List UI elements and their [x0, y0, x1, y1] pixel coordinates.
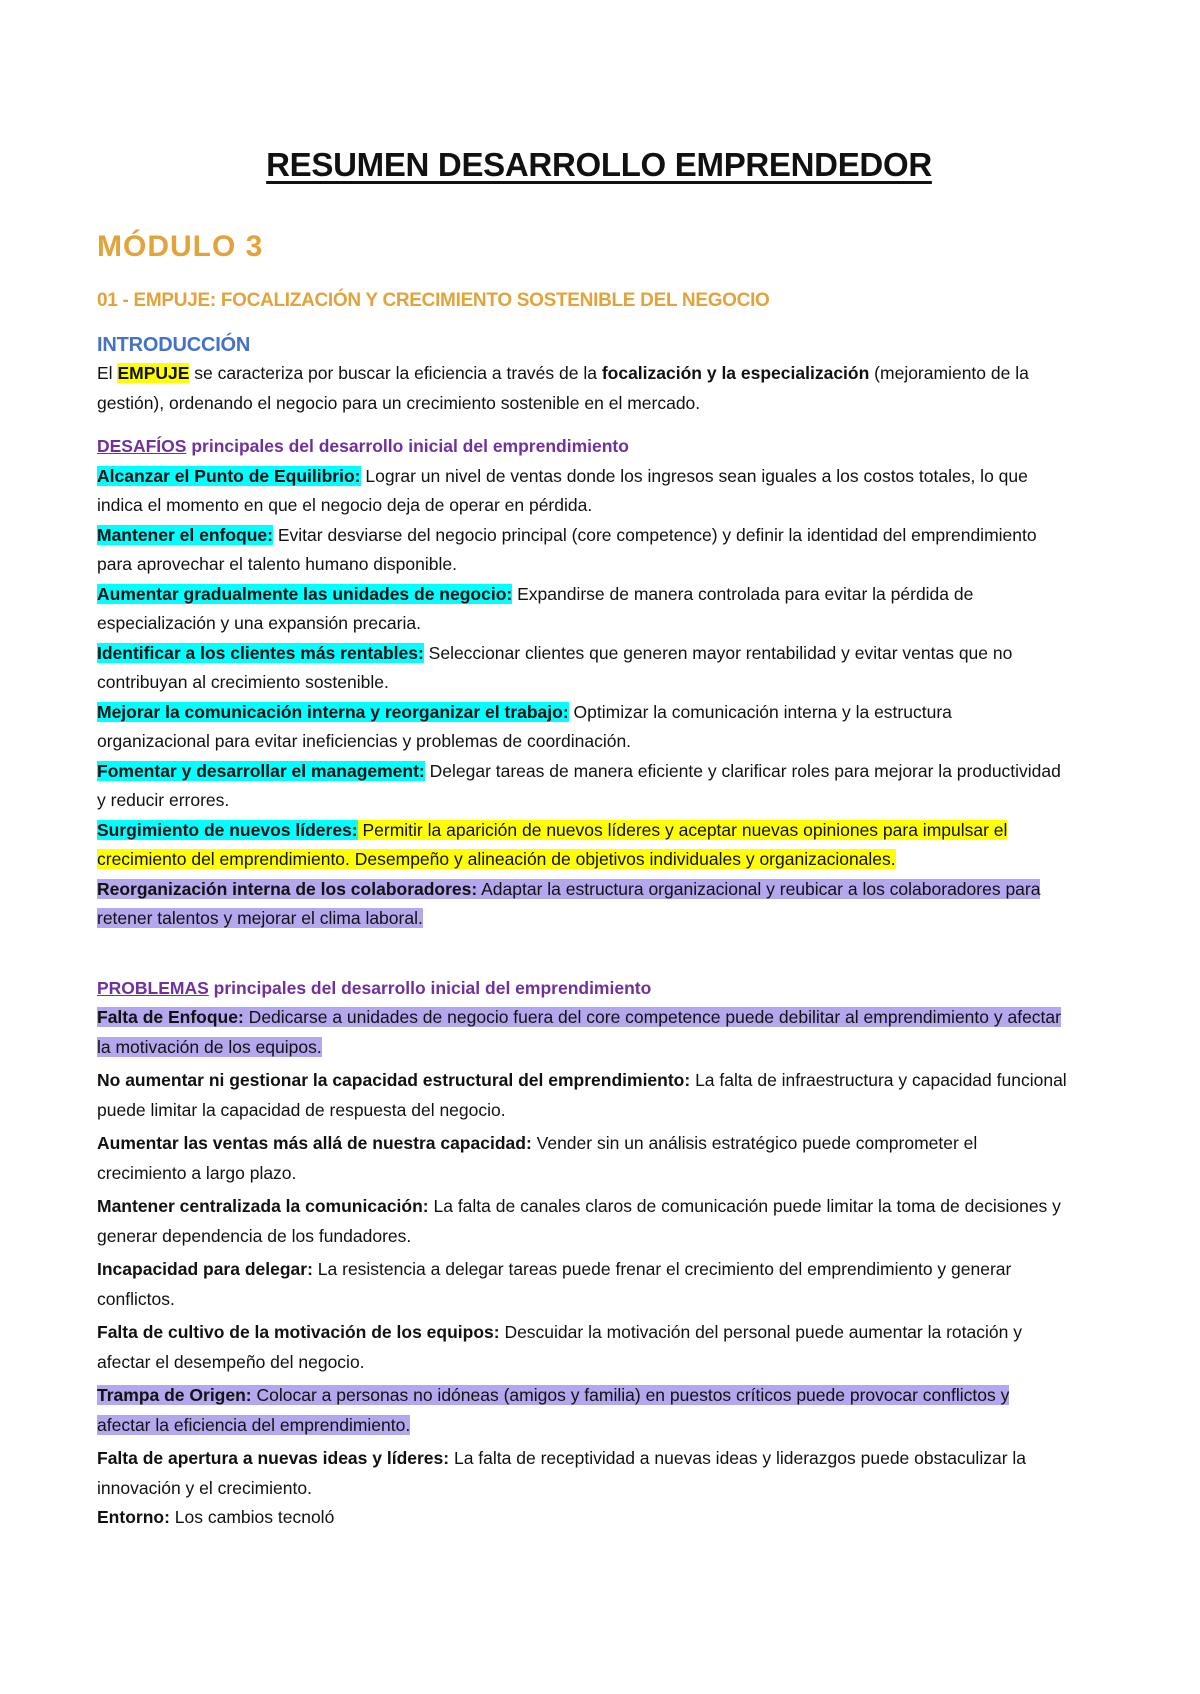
desafio-item: Identificar a los clientes más rentables: Seleccionar clientes que generen mayor rentabilidad y evitar ventas que no contribuyan al crecimiento sostenible.	[97, 642, 1013, 692]
module-heading: MÓDULO 3	[97, 230, 264, 263]
intro-heading: INTRODUCCIÓN	[97, 334, 251, 356]
desafios-heading: DESAFÍOS principales del desarrollo inicial del emprendimiento	[97, 436, 629, 456]
intro-paragraph: El EMPUJE se caracteriza por buscar la eficiencia a través de la focalización y la especialización (mejoramiento de la gestión), ordenando el negocio para un crecimiento sostenible en el mercado.	[97, 363, 1029, 413]
problema-item: Falta de cultivo de la motivación de los equipos: Descuidar la motivación del personal puede aumentar la rotación y afectar el desempeño del negocio.	[97, 1322, 1022, 1372]
desafio-item: Aumentar gradualmente las unidades de negocio: Expandirse de manera controlada para evitar la pérdida de especialización y una expansión precaria.	[97, 583, 974, 633]
problema-item: Aumentar las ventas más allá de nuestra capacidad: Vender sin un análisis estratégico puede comprometer el crecimiento a largo plazo.	[97, 1133, 978, 1183]
problema-item: Falta de Enfoque: Dedicarse a unidades de negocio fuera del core competence puede debilitar al emprendimiento y afectar la motivación de los equipos.	[97, 1007, 1061, 1057]
desafio-item: Mejorar la comunicación interna y reorganizar el trabajo: Optimizar la comunicación interna y la estructura organizacional para evitar ineficiencias y problemas de coordinación.	[97, 701, 952, 751]
problemas-heading: PROBLEMAS principales del desarrollo inicial del emprendimiento	[97, 977, 652, 998]
intro-bold: focalización y la especialización	[601, 363, 870, 383]
problema-item: Incapacidad para delegar: La resistencia a delegar tareas puede frenar el crecimiento del emprendimiento y generar conflictos.	[97, 1259, 1012, 1309]
section-subtitle: 01 - EMPUJE: FOCALIZACIÓN Y CRECIMIENTO SOSTENIBLE DEL NEGOCIO	[97, 290, 770, 311]
desafio-item: Reorganización interna de los colaboradores: Adaptar la estructura organizacional y reubicar a los colaboradores para retener talentos y mejorar el clima laboral.	[97, 878, 1041, 928]
desafio-item: Mantener el enfoque: Evitar desviarse del negocio principal (core competence) y definir la identidad del emprendimiento para aprovechar el talento humano disponible.	[97, 524, 1037, 574]
problema-item: No aumentar ni gestionar la capacidad estructural del emprendimiento: La falta de infraestructura y capacidad funcional puede limitar la capacidad de respuesta del negocio.	[97, 1070, 1067, 1120]
problema-item: Mantener centralizada la comunicación: La falta de canales claros de comunicación puede limitar la toma de decisiones y generar dependencia de los fundadores.	[97, 1196, 1061, 1246]
problema-item: Trampa de Origen: Colocar a personas no idóneas (amigos y familia) en puestos críticos puede provocar conflictos y afectar la eficiencia del emprendimiento.	[97, 1385, 1010, 1435]
desafio-item: Surgimiento de nuevos líderes: Permitir la aparición de nuevos líderes y aceptar nuevas opiniones para impulsar el crecimiento del emprendimiento. Desempeño y alineación de objetivos individuales y organizacionales.	[97, 819, 1008, 869]
problema-item: Falta de apertura a nuevas ideas y líderes: La falta de receptividad a nuevas ideas y liderazgos puede obstaculizar la innovación y el crecimiento.	[97, 1448, 1027, 1498]
problema-item: Entorno: Los cambios tecnoló	[97, 1507, 335, 1527]
document-title: RESUMEN DESARROLLO EMPRENDEDOR	[266, 146, 932, 183]
desafio-item: Fomentar y desarrollar el management: Delegar tareas de manera eficiente y clarificar roles para mejorar la productividad y reducir errores.	[97, 760, 1061, 810]
intro-highlight: EMPUJE	[117, 363, 190, 383]
desafio-item: Alcanzar el Punto de Equilibrio: Lograr un nivel de ventas donde los ingresos sean iguales a los costos totales, lo que indica el momento en que el negocio deja de operar en pérdida.	[97, 465, 1028, 515]
document-content	[97, 146, 1067, 1533]
